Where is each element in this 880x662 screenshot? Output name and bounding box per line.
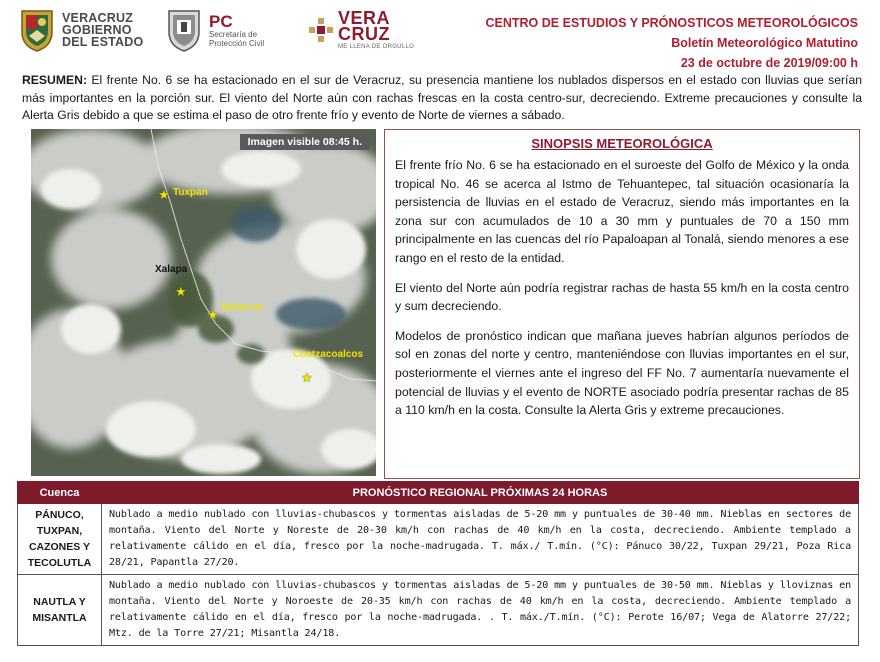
bulletin-header-info (486, 13, 859, 73)
veracruz-orgullo-logo (308, 10, 414, 50)
page-header (0, 0, 880, 70)
city-label-xalapa: Xalapa (155, 264, 188, 275)
veracruz-logo-line2: GOBIERNO (62, 23, 132, 37)
pc-logo-big: PC (209, 11, 233, 31)
tuxpan-star-icon: ★ (158, 187, 170, 202)
vc-logo-line2: CRUZ (338, 24, 390, 44)
bulletin-subtitle: Boletín Meteorológico Matutino (671, 36, 858, 50)
cuenca-line: NAUTLA Y (33, 596, 86, 608)
veracruz-logo-line1: VERACRUZ (62, 11, 134, 25)
xalapa-star-icon: ★ (175, 284, 187, 299)
coatzacoalcos-star-icon: ★ (301, 370, 313, 385)
summary-text: El frente No. 6 se ha estacionado en el sur de Veracruz, su presencia mantiene los nublados dispersos en el estado con lluvias que serían más importantes en la porción sur. El viento del Norte aún con rachas frescas en la costa centro-sur, decreciendo. Extreme precauciones y consulte la Alerta Gris debido a que se estima el paso de otro frente frío y evento de Norte de viernes a sábado. (22, 73, 862, 122)
regional-forecast-table (17, 481, 859, 646)
ornament-icon (308, 17, 334, 43)
vc-logo-tagline: ME LLENA DE ORGULLO (338, 44, 415, 50)
center-title: CENTRO DE ESTUDIOS Y PRÓNOSTICOS METEOROLÓGICOS (485, 16, 858, 30)
table-header-row (18, 482, 859, 504)
forecast-cell: Nublado a medio nublado con lluvias-chubascos y tormentas aisladas de 5-20 mm y puntuales de 30-40 mm. Nieblas en sectores de montaña. Viento del Norte y Noreste de 20-30 km/h con rachas de 40 km/h en la costa, decreciendo. Ambiente templado a relativamente cálido en el día, fresco por la noche-madrugada. T. máx./ T.mín. (°C): Pánuco 30/22, Tuxpan 29/21, Poza Rica 28/21, Papantla 27/20. (101, 504, 858, 575)
synopsis-title: SINOPSIS METEOROLÓGICA (531, 136, 713, 151)
cuenca-cell (18, 504, 102, 575)
forecast-cell: Nublado a medio nublado con lluvias-chubascos y tormentas aisladas de 5-20 mm y puntuales de 30-50 mm. Nieblas y lloviznas en montaña. Viento del Norte y Noroeste de 20-35 km/h con rachas de 40 km/h en la costa, decreciendo. Ambiente templado a relativamente cálido en el día, fresco por la noche-madrugada. . T. máx./T.mín. (°C): Perote 16/07; Vega de Alatorre 27/22; Mtz. de la Torre 27/21; Misantla 24/18. (101, 575, 858, 646)
summary-paragraph (22, 72, 862, 125)
cuenca-line: TUXPAN, (36, 525, 83, 537)
vc-logo-line1: VERA (338, 8, 391, 28)
cuenca-cell (18, 575, 102, 646)
city-label-tuxpan: Tuxpan (173, 187, 208, 198)
veracruz-star-icon: ★ (207, 307, 219, 322)
column-header-forecast: PRONÓSTICO REGIONAL PRÓXIMAS 24 HORAS (101, 482, 858, 504)
satellite-image (31, 129, 376, 476)
table-row (18, 504, 859, 575)
city-label-coatzacoalcos: Coatzacoalcos (293, 349, 364, 360)
cuenca-line: PÁNUCO, (35, 509, 84, 521)
veracruz-shield-icon (18, 8, 56, 52)
pc-logo-line2: Protección Civil (209, 38, 265, 48)
satellite-clouds-graphic (31, 129, 376, 476)
veracruz-government-logo (18, 8, 143, 52)
pc-shield-icon (165, 8, 203, 52)
bulletin-date: 23 de octubre de 2019/09:00 h (680, 56, 858, 70)
satellite-image-label: Imagen visible 08:45 h. (240, 134, 370, 150)
column-header-cuenca: Cuenca (18, 482, 102, 504)
veracruz-logo-line3: DEL ESTADO (62, 35, 144, 49)
table-row (18, 575, 859, 646)
cuenca-line: TECOLUTLA (27, 557, 92, 569)
city-label-veracruz: Veracruz (221, 302, 263, 313)
cuenca-line: MISANTLA (32, 612, 87, 624)
synopsis-paragraph: El viento del Norte aún podría registrar rachas de hasta 55 km/h en la costa centro y sum decreciendo. (395, 280, 849, 314)
proteccion-civil-logo (165, 8, 264, 52)
synopsis-box (384, 129, 860, 479)
cuenca-line: CAZONES Y (28, 541, 91, 553)
synopsis-paragraph: Modelos de pronóstico indican que mañana jueves habrían algunos períodos de sol en zonas del norte y centro, manteniéndose con lluvias importantes en el sur, posteriormente el viernes ante el ingreso del FF No. 7 aumentaría nuevamente el potencial de lluvias y el evento de NORTE asociado podría presentar rachas de 85 a 110 km/h en la costa. Consulte la Alerta Gris y extreme precauciones. (395, 328, 849, 418)
summary-label: RESUMEN: (22, 73, 88, 87)
synopsis-paragraph: El frente frío No. 6 se ha estacionado en el suroeste del Golfo de México y la onda tropical No. 46 se acerca al Istmo de Tehuantepec, tal situación ocasionaría la persistencia de lluvias en el estado de Veracruz, siendo más importantes en la zona sur con acumulados de 10 a 30 mm y puntuales de 70 a 150 mm principalmente en las cuencas del río Papaloapan al Tonalá, siendo menores a ese rango en el resto de la entidad. (395, 158, 849, 265)
pc-logo-line1: Secretaría de (209, 29, 258, 39)
